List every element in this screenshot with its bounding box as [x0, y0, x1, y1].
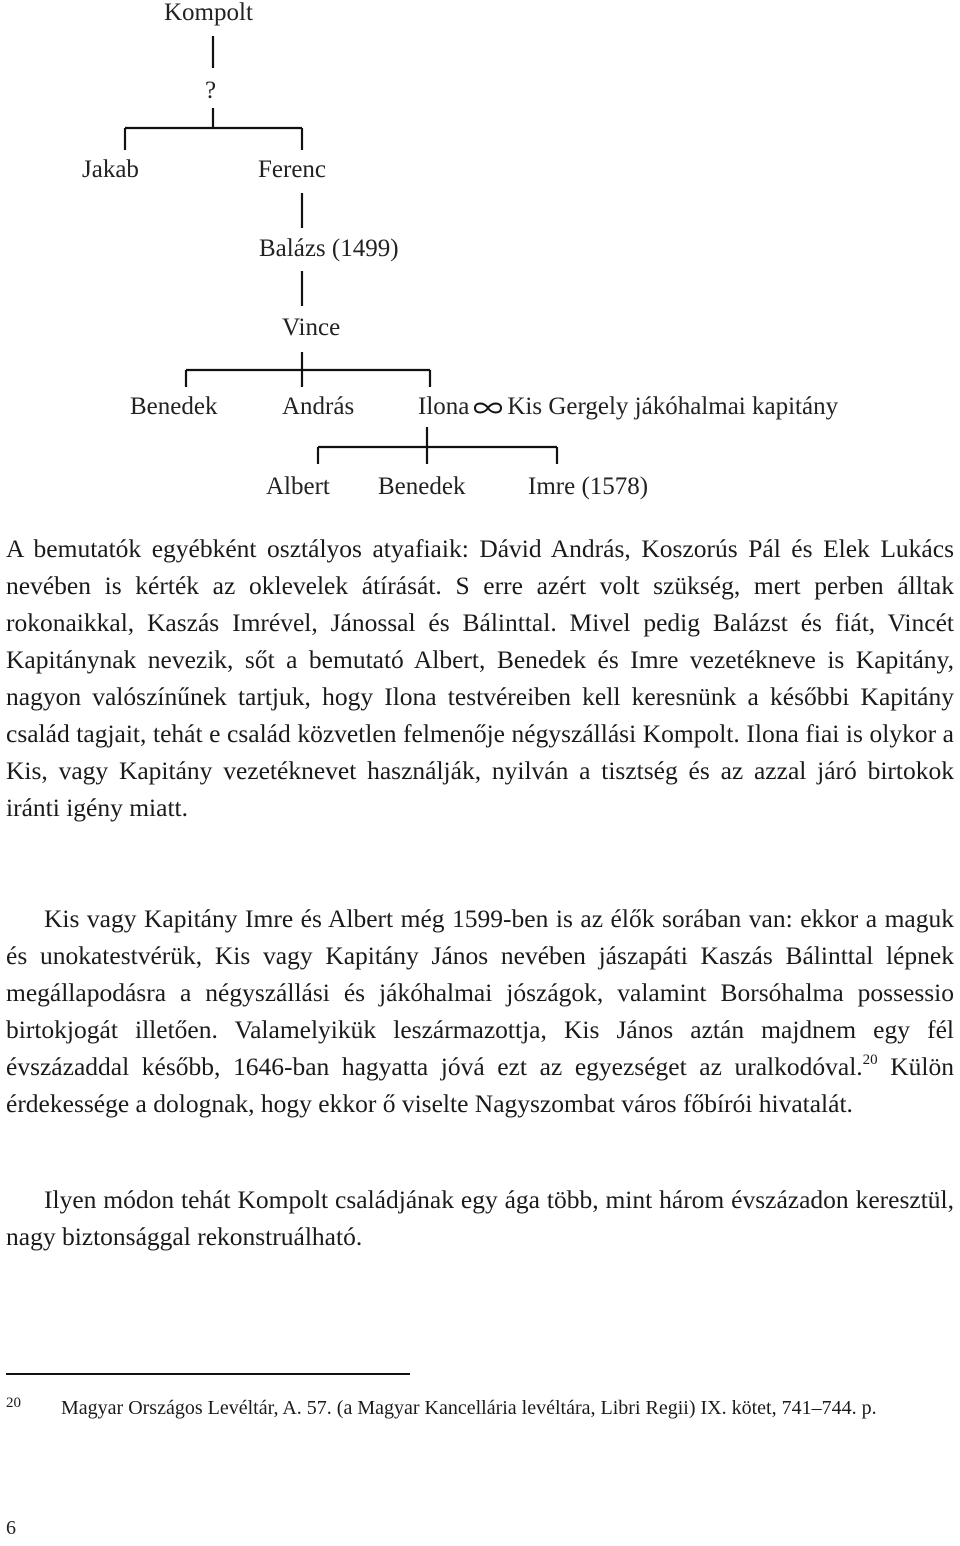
tree-node-unknown: ? [205, 77, 217, 104]
tree-node-benedek: Benedek [130, 393, 218, 420]
footnote-text: Magyar Országos Levéltár, A. 57. (a Magyar Kancellária levéltára, Libri Regii) IX. kötet, 741–744. p. [61, 1397, 877, 1419]
tree-node-spouse: Kis Gergely jákóhalmai kapitány [507, 393, 839, 420]
paragraph-3-text: Ilyen módon tehát Kompolt családjának egy ága több, mint három évszázadon keresztül, nagy biztonsággal rekonstruálható. [6, 1185, 954, 1251]
paragraph-2 [6, 900, 954, 1122]
paragraph-2-text-a: Kis vagy Kapitány Imre és Albert még 1599-ben is az élők sorában van: ekkor a maguk és unokatestvérük, Kis vagy Kapitány János nevében jászapáti Kaszás Bálinttal lépnek megállapodásra a négyszállási és jákóhalmai jószágok, valamint Borsóhalma possessio birtokjogát illetően. Valamelyikük leszármazottja, Kis János aztán majdnem egy fél évszázaddal később, 1646-ban hagyatta jóvá ezt az egyezséget az uralkodóval. [6, 904, 954, 1081]
tree-node-vince: Vince [282, 314, 341, 341]
tree-node-imre: Imre (1578) [528, 473, 649, 500]
tree-node-benedek-son: Benedek [378, 473, 466, 500]
marriage-icon [471, 393, 505, 423]
footnote-reference[interactable]: 20 [862, 1052, 878, 1068]
paragraph-3 [6, 1181, 954, 1255]
tree-node-ilona: Ilona [418, 393, 470, 420]
tree-node-albert: Albert [266, 473, 330, 500]
tree-node-ferenc: Ferenc [258, 156, 327, 183]
footnote-number: 20 [6, 1395, 21, 1411]
paragraph-1-text: A bemutatók egyébként osztályos atyafiaik: Dávid András, Koszorús Pál és Elek Lukács nevében is kérték az oklevelek átírását. S erre azért volt szükség, mert perben álltak rokonaikkal, Kaszás Imrével, Jánossal és Bálinttal. Mivel pedig Balázst és fiát, Vincét Kapitánynak nevezik, sőt a bemutató Albert, Benedek és Imre vezetékneve is Kapitány, nagyon valószínűnek tartjuk, hogy Ilona testvéreiben kell keresnünk a későbbi Kapitány család tagjait, tehát e család közvetlen felmenője négyszállási Kompolt. Ilona fiai is olykor a Kis, vagy Kapitány vezetéknevet használják, nyilván a tisztség és az azzal járó birtokok iránti igény miatt. [6, 534, 954, 822]
footnote-divider [6, 1373, 410, 1375]
tree-node-jakab: Jakab [82, 156, 139, 183]
tree-node-ilona-couple [418, 392, 838, 423]
footnote [6, 1390, 954, 1426]
family-tree-lines [0, 0, 960, 520]
tree-node-kompolt: Kompolt [164, 0, 253, 26]
paragraph-2-text-b: Külön érdekessége a dolognak, hogy ekkor ő viselte Nagyszombat város főbírói hivatalát. [6, 1052, 955, 1118]
tree-node-andras: András [282, 393, 355, 420]
paragraph-1 [6, 530, 954, 826]
tree-node-balazs: Balázs (1499) [259, 235, 399, 262]
page-number: 6 [6, 1517, 16, 1539]
